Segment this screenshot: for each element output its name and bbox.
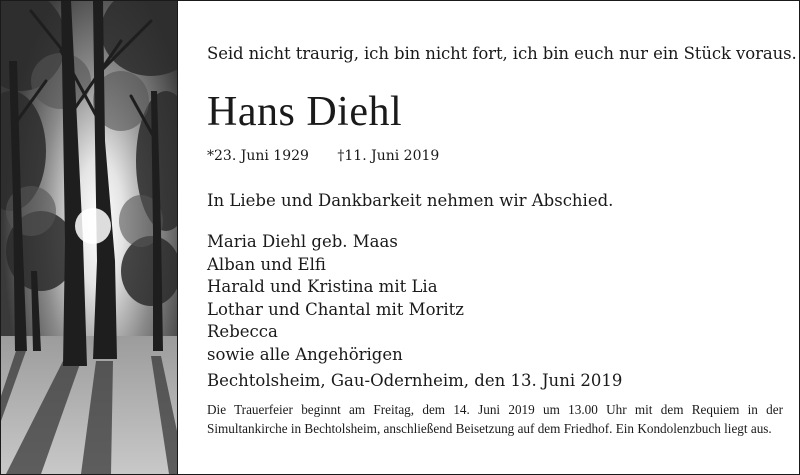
mourner-item: Rebecca	[207, 322, 278, 341]
birth-date: *23. Juni 1929	[207, 148, 309, 164]
mourners-list	[207, 231, 464, 366]
motto-quote: Seid nicht traurig, ich bin nicht fort, ich bin euch nur ein Stück voraus.	[207, 44, 797, 63]
mourner-item: sowie alle Angehörigen	[207, 344, 403, 364]
trees-in-park-photo	[1, 1, 178, 474]
mourner-item: Lothar und Chantal mit Moritz	[207, 299, 464, 319]
notice-text-column	[207, 1, 797, 474]
mourner-item: Alban und Elfi	[207, 254, 326, 274]
farewell-line: In Liebe und Dankbarkeit nehmen wir Abschied.	[207, 191, 614, 210]
place-and-date: Bechtolsheim, Gau-Odernheim, den 13. Juni 2019	[207, 371, 623, 390]
deceased-name: Hans Diehl	[207, 89, 403, 135]
death-date: †11. Juni 2019	[337, 148, 440, 164]
mourner-item: Maria Diehl geb. Maas	[207, 232, 398, 251]
funeral-service-details: Die Trauerfeier beginnt am Freitag, dem 14. Juni 2019 um 13.00 Uhr mit dem Requiem in der Simultankirche in Bechtolsheim, anschließend Beisetzung auf dem Friedhof. Ein Kondolenzbuch liegt aus.	[207, 402, 783, 436]
mourner-item: Harald und Kristina mit Lia	[207, 277, 438, 296]
life-dates	[207, 148, 439, 164]
